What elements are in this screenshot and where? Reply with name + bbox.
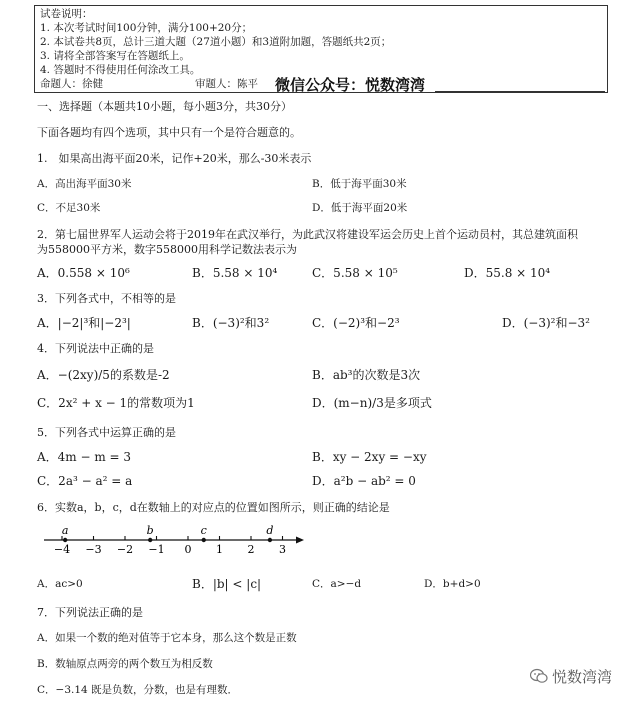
question-7-stem: 7．下列说法正确的是 [37, 606, 143, 619]
q5-option-c: C．2a³ − a² = a [37, 474, 133, 488]
section-intro: 下面各题均有四个选项，其中只有一个是符合题意的。 [37, 126, 301, 139]
section-title: 一、选择题（本题共10小题，每小题3分，共30分） [37, 100, 292, 113]
q4-option-d: D．(m−n)/3是多项式 [312, 396, 432, 410]
underline-divider [435, 91, 605, 92]
number-line-point-a [63, 538, 67, 542]
instructions-title: 试卷说明： [40, 8, 93, 20]
q1-option-d: D．低于海平面20米 [312, 202, 408, 214]
q5-option-b: B．xy − 2xy = −xy [312, 450, 427, 464]
q3-option-b: B．(−3)²和3² [192, 316, 270, 330]
number-line-point-label: c [200, 524, 207, 537]
q5-option-a: A．4m − m = 3 [37, 450, 132, 464]
number-line-tick-label: 3 [279, 543, 286, 556]
instructions-box [34, 5, 608, 93]
number-line-tick-label: −2 [116, 543, 134, 556]
watermark-text: 悦数湾湾 [552, 668, 613, 686]
q6-option-d: D．b+d>0 [424, 578, 481, 590]
q2-option-c: C．5.58 × 10⁵ [312, 266, 398, 280]
number-line-tick-label: −1 [148, 543, 165, 556]
number-line-tick-label: 2 [247, 543, 255, 556]
q6-option-c: C．a>−d [312, 578, 362, 590]
number-line-point-label: a [61, 524, 69, 537]
instruction-line: 2. 本试卷共8页，总计三道大题（27道小题）和3道附加题，答题纸共2页； [40, 36, 392, 48]
q6-option-a: A．ac>0 [37, 578, 83, 590]
wechat-logo-icon [530, 668, 548, 684]
question-6-stem: 6．实数a，b，c，d在数轴上的对应点的位置如图所示，则正确的结论是 [37, 501, 390, 514]
number-line-tick-label: 1 [216, 543, 223, 556]
number-line-point-c [202, 538, 206, 542]
instruction-line: 3. 请将全部答案写在答题纸上。 [40, 50, 190, 62]
q7-option-a: A．如果一个数的绝对值等于它本身，那么这个数是正数 [37, 632, 297, 644]
q4-option-b: B．ab³的次数是3次 [312, 368, 421, 382]
q3-option-c: C．(−2)³和−2³ [312, 316, 400, 330]
number-line-point-d [268, 538, 272, 542]
number-line-point-label: d [266, 524, 274, 537]
wechat-account: 微信公众号：悦数湾湾 [275, 76, 426, 94]
q7-option-c: C．−3.14 既是负数，分数，也是有理数． [37, 684, 239, 696]
author-label: 命题人：徐健 [40, 78, 103, 90]
number-line-point-b [148, 538, 152, 542]
q5-option-d: D．a²b − ab² = 0 [312, 474, 416, 488]
question-3-stem: 3．下列各式中，不相等的是 [37, 292, 176, 305]
q2-option-b: B．5.58 × 10⁴ [192, 266, 278, 280]
number-line-tick-label: −4 [53, 543, 71, 556]
q7-option-b: B．数轴原点两旁的两个数互为相反数 [37, 658, 213, 670]
q3-option-a: A．|−2|³和|−2³| [37, 316, 131, 330]
q1-option-c: C．不足30米 [37, 202, 101, 214]
number-line-tick-label: 0 [184, 543, 192, 556]
q3-option-d: D．(−3)²和−3² [502, 316, 590, 330]
number-line-diagram [40, 522, 310, 560]
question-1-stem: 1. 如果高出海平面20米，记作+20米，那么-30米表示 [37, 152, 312, 165]
q2-option-a: A．0.558 × 10⁶ [37, 266, 130, 280]
q4-option-a: A．−(2xy)/5的系数是-2 [37, 368, 170, 382]
instruction-line: 1. 本次考试时间100分钟，满分100+20分； [40, 22, 253, 34]
number-line-tick-label: −3 [85, 543, 102, 556]
question-5-stem: 5．下列各式中运算正确的是 [37, 426, 176, 439]
question-4-stem: 4．下列说法中正确的是 [37, 342, 154, 355]
q4-option-c: C．2x² + x − 1的常数项为1 [37, 396, 195, 410]
q2-option-d: D．55.8 × 10⁴ [464, 266, 551, 280]
number-line-arrow [296, 537, 304, 544]
question-2-stem: 2．第七届世界军人运动会将于2019年在武汉举行，为此武汉将建设军运会历史上首个运动员村，其总建筑面积 [37, 228, 578, 241]
number-line-point-label: b [146, 524, 154, 537]
q1-option-b: B．低于海平面30米 [312, 178, 407, 190]
question-2-stem-cont: 为558000平方米，数字558000用科学记数法表示为 [37, 243, 297, 256]
instruction-line: 4. 答题时不得使用任何涂改工具。 [40, 64, 201, 76]
q6-option-b: B．|b| < |c| [192, 577, 262, 591]
reviewer-label: 审题人：陈平 [195, 78, 258, 90]
q1-option-a: A．高出海平面30米 [37, 178, 132, 190]
